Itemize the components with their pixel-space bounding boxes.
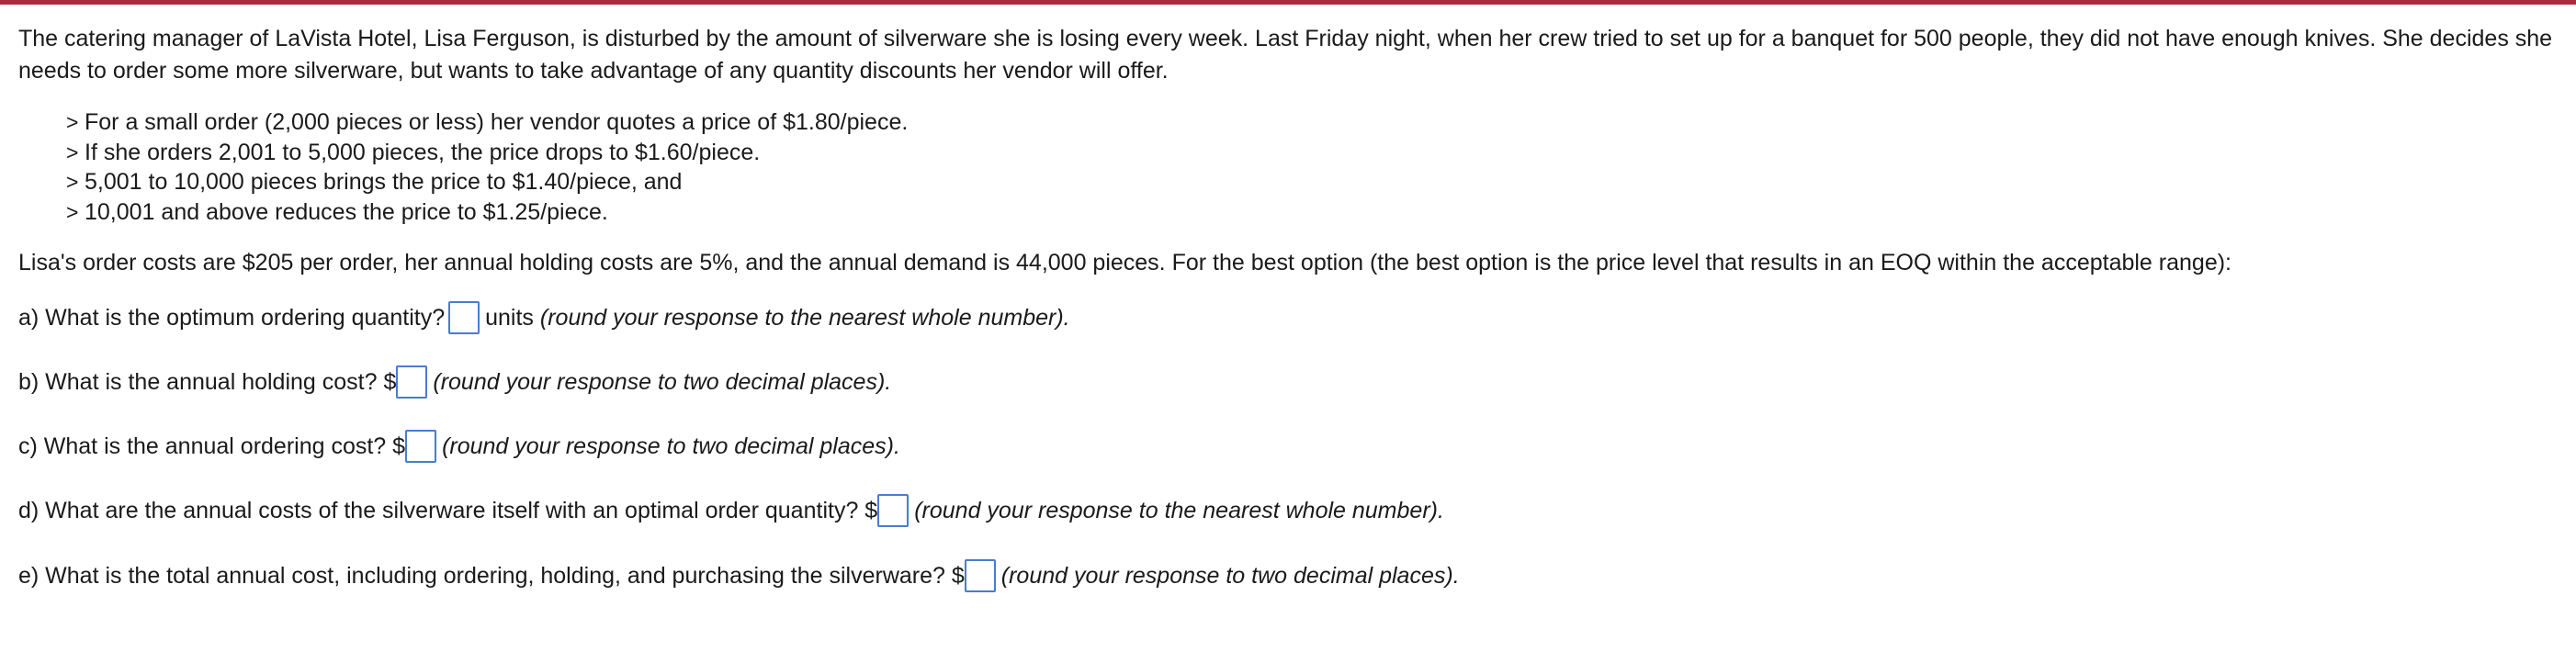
- answer-c-input[interactable]: [405, 430, 436, 463]
- price-tier-item: > If she orders 2,001 to 5,000 pieces, the price drops to $1.60/piece.: [66, 138, 2558, 168]
- price-tier-item: > For a small order (2,000 pieces or less) her vendor quotes a price of $1.80/piece.: [66, 107, 2558, 138]
- question-b: [18, 364, 2558, 400]
- price-tier-item: > 5,001 to 10,000 pieces brings the price to $1.40/piece, and: [66, 167, 2558, 197]
- question-e: [18, 557, 2558, 594]
- question-d-hint: (round your response to the nearest whole number).: [914, 498, 1444, 523]
- answer-b-input[interactable]: [396, 365, 427, 399]
- question-b-hint: (round your response to two decimal places).: [433, 369, 892, 395]
- question-c-prompt: c) What is the annual ordering cost? $: [18, 433, 406, 459]
- question-e-hint: (round your response to two decimal places).: [1000, 563, 1460, 589]
- question-e-prompt: e) What is the total annual cost, including ordering, holding, and purchasing the silverware? $: [18, 563, 965, 589]
- question-a-prompt: a) What is the optimum ordering quantity?: [18, 305, 446, 331]
- answer-d-input[interactable]: [877, 494, 909, 527]
- question-c: [18, 428, 2558, 465]
- question-c-hint: (round your response to two decimal places).: [442, 433, 900, 459]
- problem-content: [0, 5, 2576, 594]
- question-a-units: units: [485, 305, 534, 331]
- bullet-marker-icon: >: [66, 140, 79, 164]
- bullet-marker-icon: >: [66, 199, 79, 224]
- price-tier-list: [66, 107, 2558, 227]
- answer-e-input[interactable]: [965, 559, 996, 592]
- question-a-hint: (round your response to the nearest whole number).: [539, 305, 1070, 331]
- problem-setup: Lisa's order costs are $205 per order, her annual holding costs are 5%, and the annual demand is 44,000 pieces. For the best option (the best option is the price level that results in an EOQ within the acceptable range):: [18, 250, 2231, 275]
- bullet-marker-icon: >: [66, 110, 79, 134]
- price-tier-item: > 10,001 and above reduces the price to $1.25/piece.: [66, 197, 2558, 228]
- problem-intro: The catering manager of LaVista Hotel, Lisa Ferguson, is disturbed by the amount of silverware she is losing every week. Last Friday night, when her crew tried to set up for a banquet for 500 people, they did not have enough knives. She decides she needs to order some more silverware, but wants to take advantage of any quantity discounts her vendor will offer.: [18, 26, 2553, 84]
- question-d-prompt: d) What are the annual costs of the silverware itself with an optimal order quantity? $: [18, 498, 878, 523]
- answer-a-input[interactable]: [448, 301, 480, 334]
- question-a: [18, 299, 2558, 336]
- question-d: [18, 492, 2558, 529]
- bullet-marker-icon: >: [66, 170, 79, 194]
- question-b-prompt: b) What is the annual holding cost? $: [18, 369, 397, 395]
